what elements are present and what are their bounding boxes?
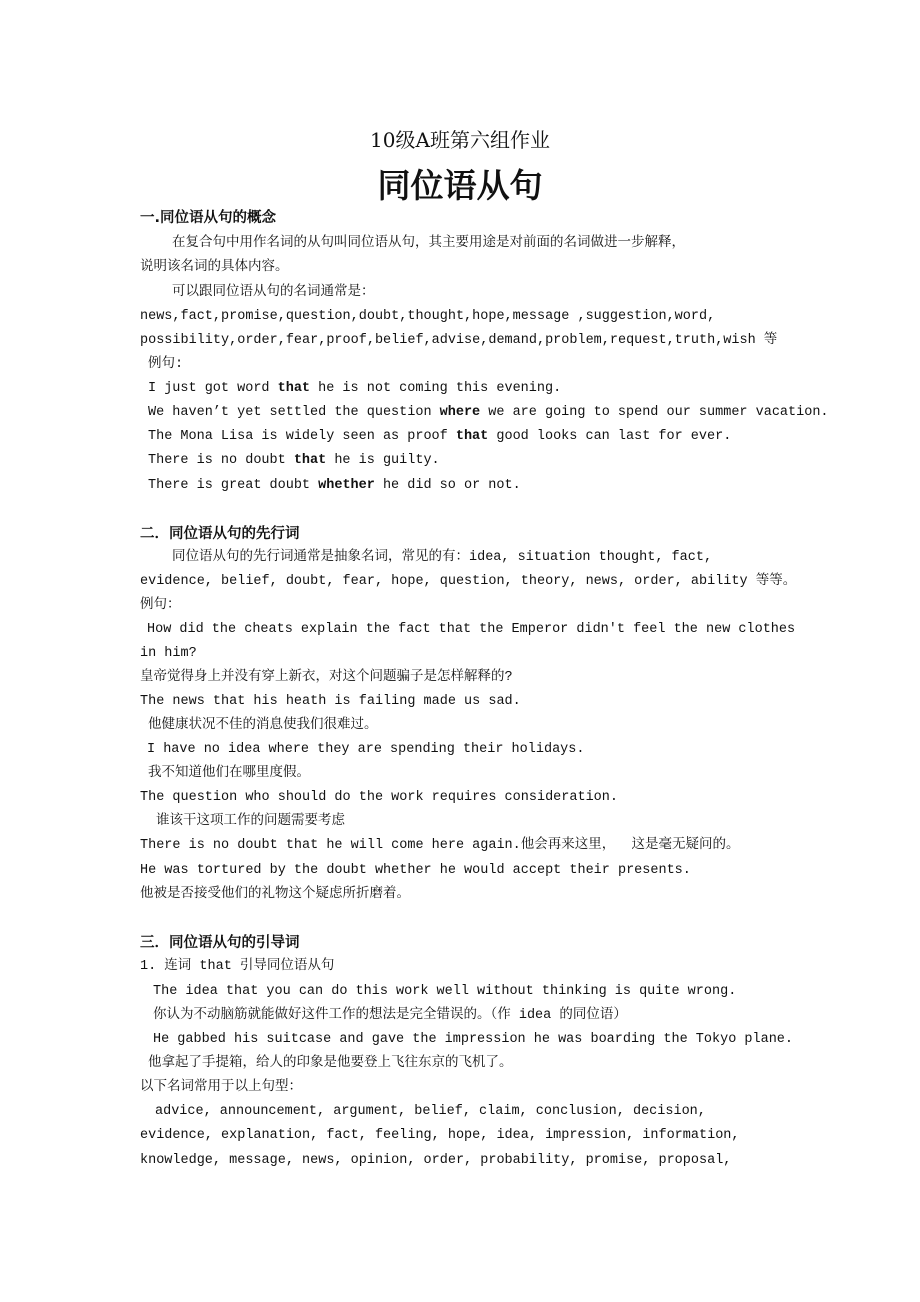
- text-line: [148, 1054, 513, 1074]
- text-line: [148, 764, 310, 784]
- emphasized-conjunction: that: [293, 453, 327, 468]
- text-line: [140, 307, 715, 327]
- text-line: [140, 596, 181, 616]
- text-span: 皇帝觉得身上并没有穿上新衣，对这个问题骗子是怎样解释的?: [140, 670, 513, 685]
- text-span: There is no doubt that he will come here again.他会再来这里， 这是毫无疑问的。: [140, 838, 740, 853]
- text-line: [140, 885, 410, 905]
- text-line: [172, 283, 375, 303]
- text-line: [148, 451, 440, 471]
- text-span: The news that his heath is failing made us sad.: [140, 694, 521, 709]
- text-line: [140, 1151, 731, 1171]
- text-span: 我不知道他们在哪里度假。: [148, 766, 310, 781]
- text-span: How did the cheats explain the fact that the Emperor didn't feel the new clothes: [147, 622, 796, 637]
- text-span: he did so or not.: [374, 478, 521, 493]
- text-span: 一.同位语从句的概念: [140, 210, 277, 226]
- text-span: he is not coming this evening.: [310, 381, 562, 396]
- text-span: We haven’t yet settled the question: [148, 405, 440, 420]
- emphasized-conjunction: that: [455, 429, 489, 444]
- text-line: [140, 258, 289, 278]
- text-line: [153, 1030, 793, 1050]
- text-line: [153, 982, 736, 1002]
- text-line: [148, 403, 829, 423]
- text-line: [140, 644, 197, 664]
- section-heading: [140, 524, 300, 544]
- text-line: [140, 788, 618, 808]
- section-heading: [140, 933, 300, 953]
- text-line: [140, 692, 521, 712]
- text-span: 谁该干这项工作的问题需要考虑: [156, 814, 345, 829]
- text-span: 他被是否接受他们的礼物这个疑虑所折磨着。: [140, 887, 410, 902]
- text-span: 他健康状况不佳的消息使我们很难过。: [148, 718, 378, 733]
- text-line: [148, 427, 731, 447]
- text-line: [140, 861, 691, 881]
- text-span: 三．同位语从句的引导词: [140, 935, 300, 951]
- text-span: news,fact,promise,question,doubt,thought,hope,message ,suggestion,word,: [140, 309, 716, 324]
- emphasized-conjunction: that: [277, 381, 311, 396]
- text-line: [147, 620, 795, 640]
- text-span: in him?: [140, 646, 197, 661]
- text-span: 同位语从句的先行词通常是抽象名词，常见的有：idea, situation thought, fact,: [172, 550, 713, 565]
- text-span: 例句:: [148, 357, 184, 372]
- text-span: 你认为不动脑筋就能做好这件工作的想法是完全错误的。（作 idea 的同位语）: [153, 1008, 627, 1023]
- text-line: [148, 716, 378, 736]
- text-span: 以下名词常用于以上句型：: [140, 1080, 302, 1095]
- text-line: [140, 836, 739, 856]
- text-span: He was tortured by the doubt whether he would accept their presents.: [140, 863, 691, 878]
- text-line: [156, 812, 345, 832]
- text-span: 可以跟同位语从句的名词通常是：: [172, 285, 375, 300]
- text-span: The question who should do the work requires consideration.: [140, 790, 618, 805]
- text-span: 例句：: [140, 598, 181, 613]
- text-line: [172, 548, 712, 568]
- text-line: [140, 331, 777, 351]
- text-line: [140, 572, 796, 592]
- text-span: advice, announcement, argument, belief, claim, conclusion, decision,: [155, 1104, 706, 1119]
- text-line: [140, 957, 334, 977]
- text-span: evidence, belief, doubt, fear, hope, question, theory, news, order, ability 等等。: [140, 574, 797, 589]
- text-span: 他拿起了手提箱，给人的印象是他要登上飞往东京的飞机了。: [148, 1056, 513, 1071]
- text-span: 二．同位语从句的先行词: [140, 526, 300, 542]
- text-line: [147, 740, 584, 760]
- page-title: 同位语从句: [377, 166, 543, 205]
- text-span: The Mona Lisa is widely seen as proof: [148, 429, 456, 444]
- text-span: I just got word: [148, 381, 278, 396]
- text-span: he is guilty.: [326, 453, 440, 468]
- text-span: There is no doubt: [148, 453, 294, 468]
- emphasized-conjunction: where: [439, 405, 481, 420]
- text-span: There is great doubt: [148, 478, 319, 493]
- text-span: evidence, explanation, fact, feeling, hope, idea, impression, information,: [140, 1128, 740, 1143]
- text-span: The idea that you can do this work well without thinking is quite wrong.: [153, 984, 737, 999]
- text-span: 说明该名词的具体内容。: [140, 260, 289, 275]
- text-line: [140, 1126, 740, 1146]
- text-span: we are going to spend our summer vacation.: [480, 405, 829, 420]
- text-line: [148, 379, 561, 399]
- emphasized-conjunction: whether: [318, 478, 375, 493]
- text-span: He gabbed his suitcase and gave the impression he was boarding the Tokyo plane.: [153, 1032, 794, 1047]
- text-line: [153, 1006, 627, 1026]
- text-span: possibility,order,fear,proof,belief,advise,demand,problem,request,truth,wish 等: [140, 333, 778, 348]
- text-line: [140, 668, 513, 688]
- text-span: 1. 连词 that 引导同位语从句: [140, 959, 335, 974]
- section-heading: [140, 208, 276, 228]
- text-line: [148, 476, 521, 496]
- text-line: [155, 1102, 706, 1122]
- text-span: good looks can last for ever.: [488, 429, 732, 444]
- text-span: knowledge, message, news, opinion, order, probability, promise, proposal,: [140, 1153, 732, 1168]
- document-subtitle: 10级A班第六组作业: [370, 128, 550, 152]
- text-line: [172, 234, 685, 254]
- text-line: [148, 355, 183, 375]
- text-span: I have no idea where they are spending their holidays.: [147, 742, 585, 757]
- text-span: 在复合句中用作名词的从句叫同位语从句，其主要用途是对前面的名词做进一步解释，: [172, 236, 685, 251]
- text-line: [140, 1078, 302, 1098]
